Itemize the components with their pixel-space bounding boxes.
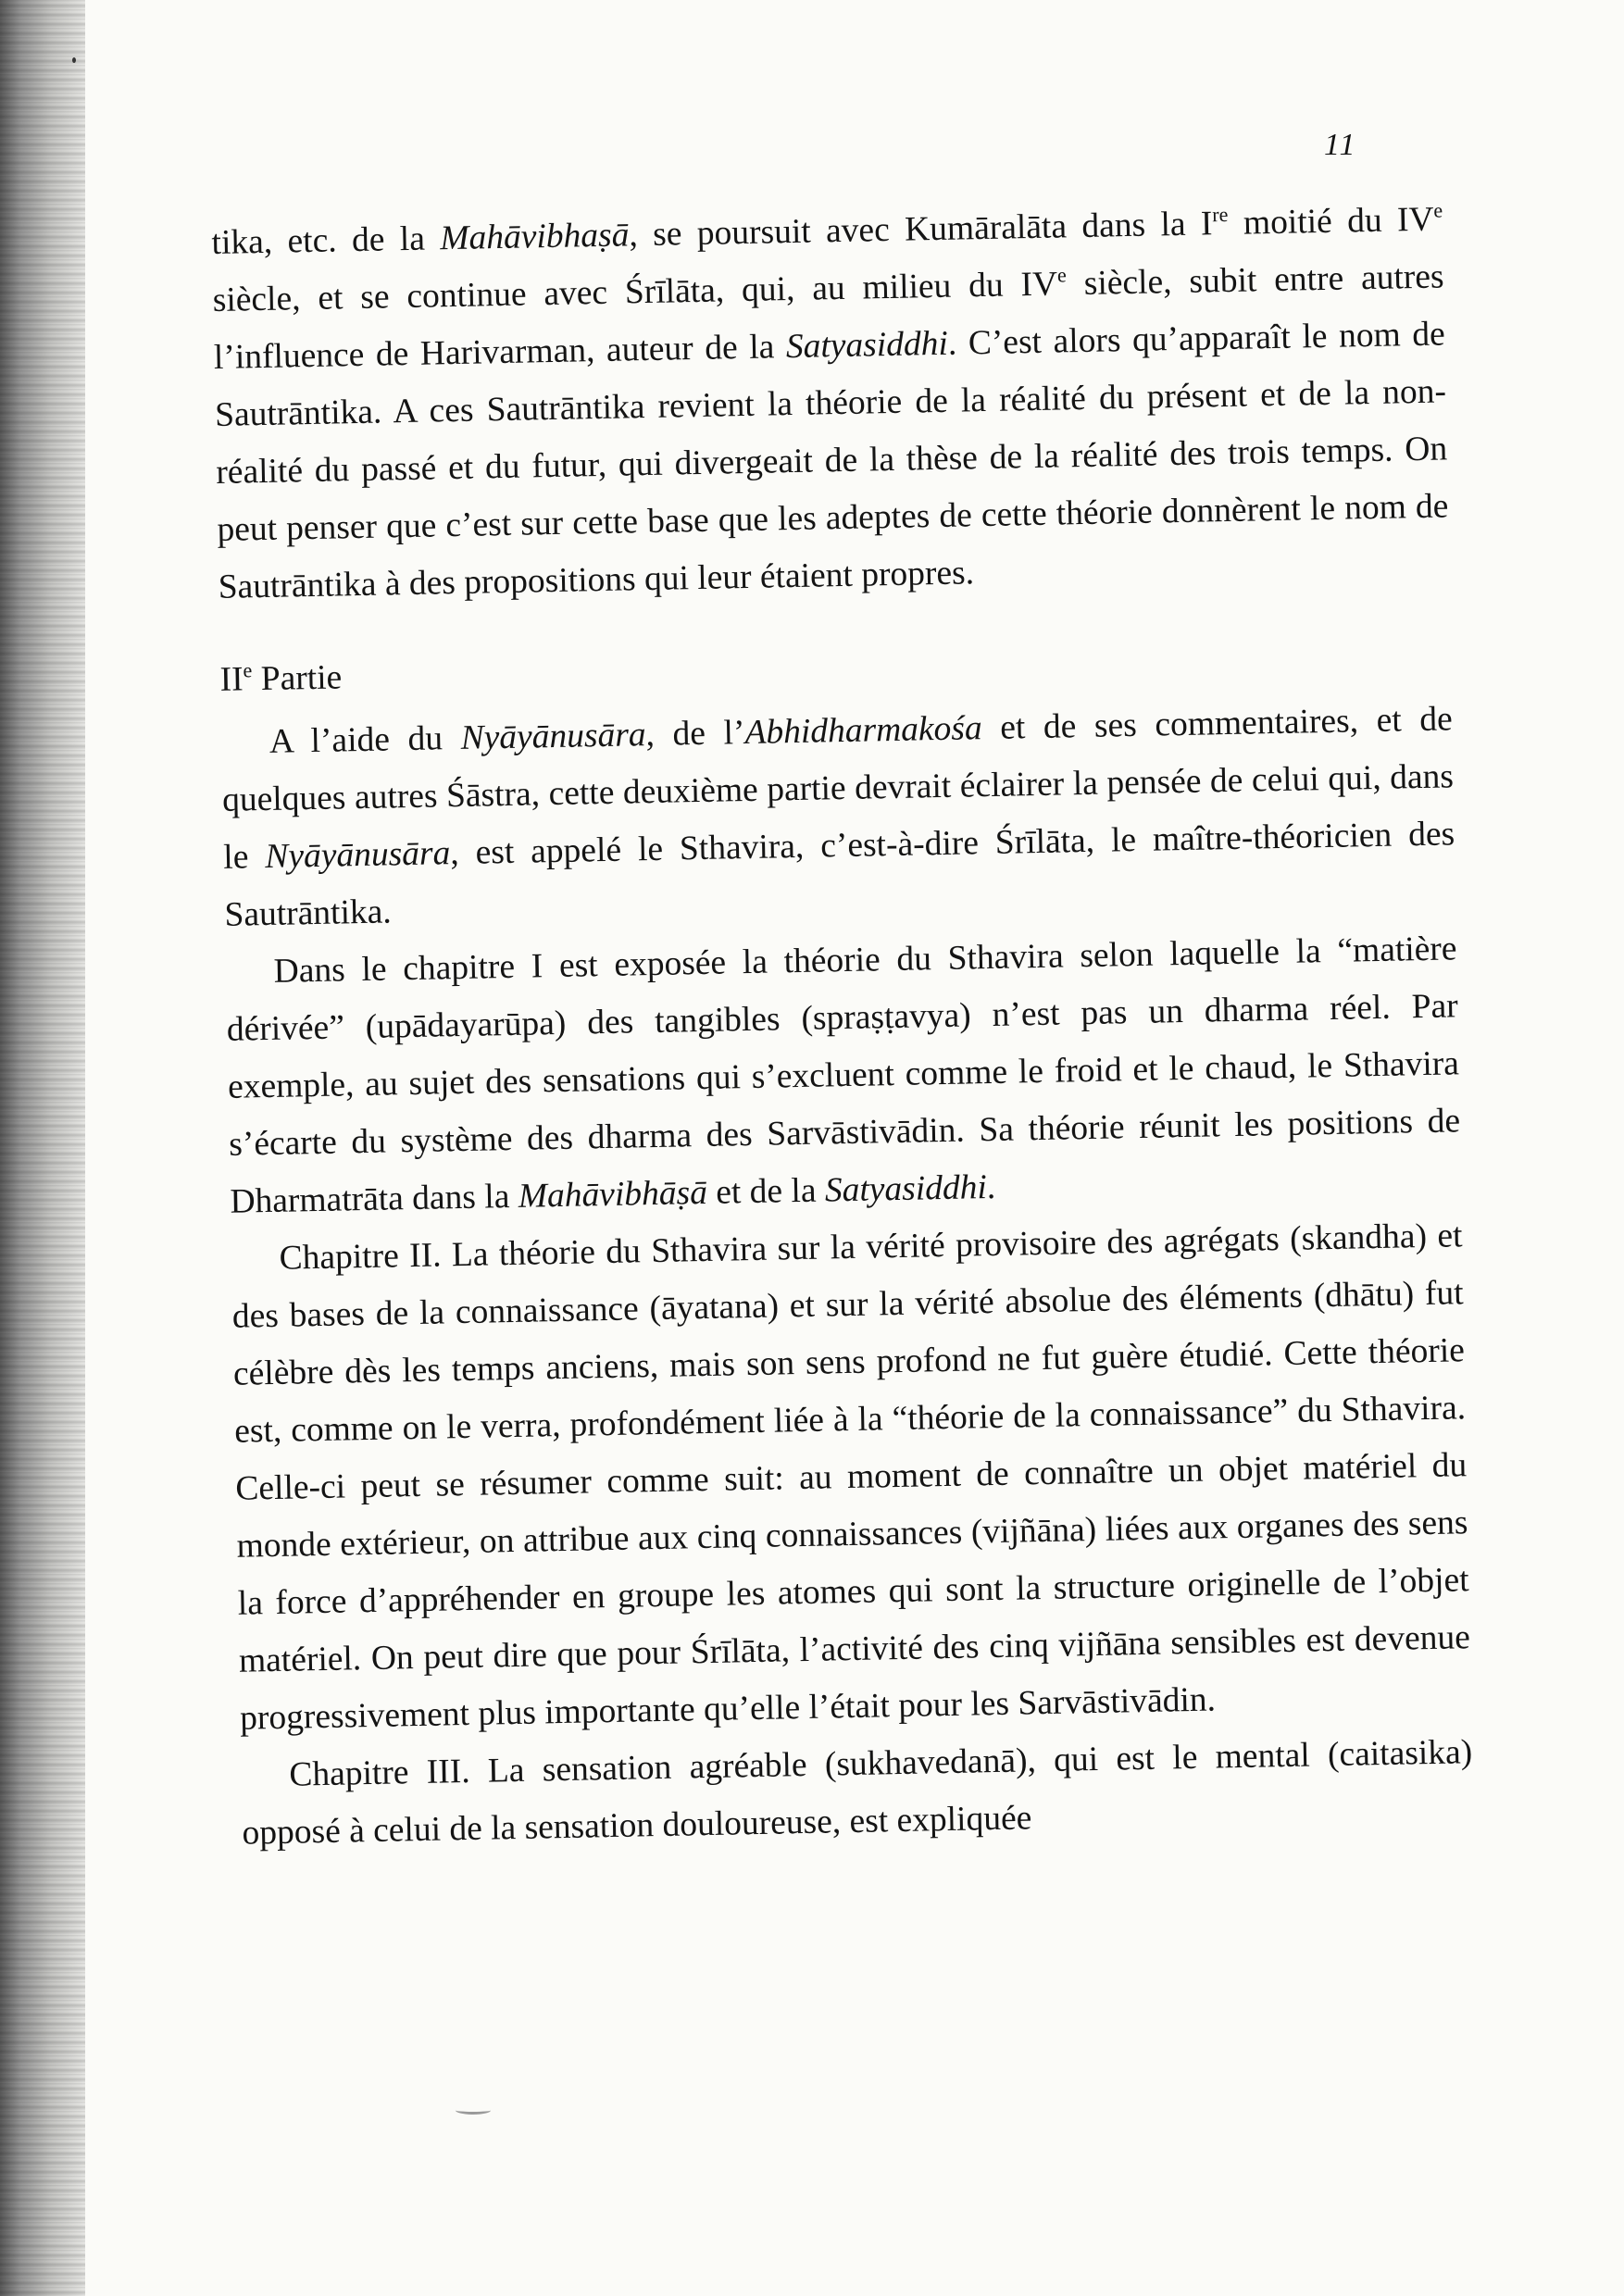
paragraph-chapter-two: Chapitre II. La théorie du Sthavira sur la vérité provisoire des agrégats (skandha) et des bases de la connaissance (āyatana) et sur la vérité absolue des éléments (dhātu) fut célèbre dès les temps anciens, mais son sens profond ne fut guère étudié. Cette théorie est, comme on le verra, profondément liée à la “théorie de la connaissance” du Sthavira. Celle-ci peut se résumer comme suit: au moment de connaître un objet matériel du monde extérieur, on attribue aux cinq connaissances (vijñāna) liées aux organes des sens la force d’appréhender en groupe les atomes qui sont la structure originelle de l’objet matériel. On peut dire que pour Śrīlāta, l’activité des cinq vijñāna sensibles est devenue progressivement plus importante qu’elle l’était pour les Sarvāstivādin.	[231, 1217, 1471, 1738]
superscript: e	[1433, 198, 1443, 222]
superscript: e	[1056, 263, 1067, 287]
body-text	[211, 191, 1474, 1862]
scan-speck	[72, 57, 76, 63]
text-run: , de l’	[645, 714, 745, 755]
title-mahavibhasa: Mahāvibhaṣā	[439, 216, 630, 258]
title-nyayanusara: Nyāyānusāra	[264, 834, 451, 877]
title-satyasiddhi: Satyasiddhi	[824, 1168, 988, 1210]
paragraph-sautrantika	[211, 191, 1450, 616]
text-run: , est appelé le Sthavira, c’est-à-dire Śrīlāta, le maître-théoricien des Sautrāntika.	[224, 815, 1455, 934]
text-run: , se poursuit avec Kumāralāta dans la I	[628, 205, 1213, 255]
title-mahavibhasa: Mahāvibhāṣā	[518, 1173, 708, 1216]
paragraph-intro-part-two	[220, 691, 1456, 943]
text-run: . C’est alors qu’apparaît le nom de Sautrāntika. A ces Sautrāntika revient la théorie de la réalité du présent et de la non-réalité du passé et du futur, qui divergeait de la thèse de la réalité des trois temps. On peut penser que c’est sur cette base que les adeptes de cette théorie donnèrent le nom de Sautrāntika à des propositions qui leur étaient propres.	[214, 315, 1449, 606]
heading-label: Partie	[251, 658, 343, 699]
paragraph-chapter-three: Chapitre III. La sensation agréable (sukhavedanā), qui est le mental (caitasika) opposé à celui de la sensation douloureuse, est expliquée	[242, 1733, 1473, 1853]
title-abhidharmakosa: Abhidharmakośa	[744, 709, 983, 753]
scan-smudge	[456, 2106, 491, 2115]
page-number: 11	[1324, 128, 1357, 162]
paragraph-chapter-one	[225, 920, 1462, 1230]
text-run: A l’aide du	[269, 718, 462, 761]
text-run: siècle, et se continue avec Śrīlāta, qui, au milieu du IV	[212, 265, 1058, 319]
text-run: moitié du IV	[1228, 200, 1434, 243]
text-run: et de ses commentaires, et de quelques autres Śāstra, cette deuxième partie devrait éclairer la pensée de celui qui, dans le	[221, 700, 1455, 877]
text-run: tika, etc. de la	[211, 219, 441, 262]
superscript: e	[243, 658, 253, 682]
text-run: et de la	[706, 1171, 826, 1212]
text-run: siècle, subit entre autres l’influence de Harivarman, auteur de la	[213, 257, 1444, 377]
book-binding-shadow	[0, 0, 85, 2296]
heading-roman: II	[219, 660, 244, 699]
superscript: re	[1212, 202, 1229, 227]
title-satyasiddhi: Satyasiddhi	[785, 324, 949, 367]
text-run: .	[986, 1167, 996, 1207]
text-run: Dans le chapitre I est exposée la théorie du Sthavira selon laquelle la “matière dérivée” (upādayarūpa) des tangibles (spraṣṭavya) n’est pas un dharma réel. Par exemple, au sujet des sensations qui s’excluent comme le froid et le chaud, le Sthavira s’écarte du système des dharma des Sarvāstivādin. Sa théorie réunit les positions de Dharmatrāta dans la	[226, 930, 1461, 1221]
title-nyayanusara: Nyāyānusāra	[460, 716, 646, 757]
